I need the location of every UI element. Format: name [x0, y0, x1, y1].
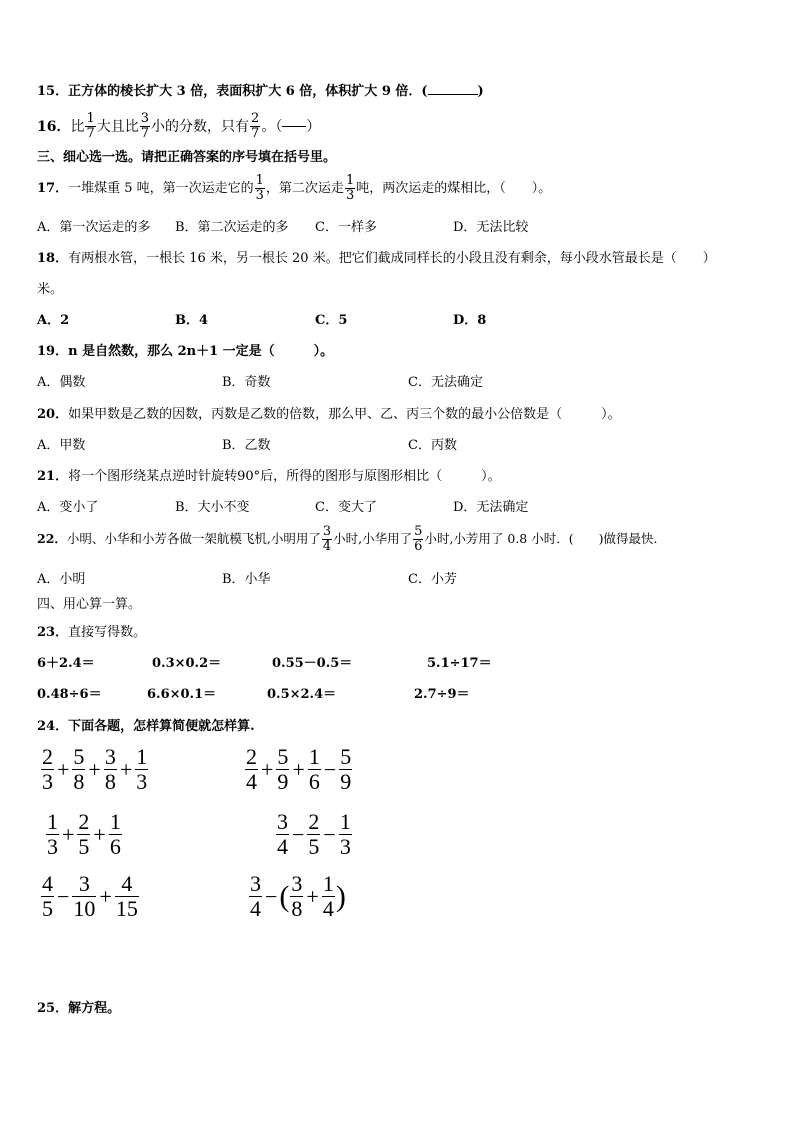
question-23: 23．直接写得数。	[37, 625, 147, 640]
calc-item: 0.3×0.2＝	[152, 656, 222, 671]
question-17: 17． 一堆煤重 5 吨，第一次运走它的 $\frac{1}{3}$ ，第二次运走 $\frac{1}{3}$ 吨，两次运走的煤相比，（ ）。	[37, 173, 552, 203]
question-19: 19．n 是自然数，那么 2n＋1 一定是（ ）。	[37, 344, 334, 359]
section-3-heading: 三、细心选一选。请把正确答案的序号填在括号里。	[37, 150, 337, 165]
fraction: $\frac{3}{4}$	[277, 809, 288, 859]
parenthesis: (	[279, 879, 290, 913]
expression-6	[248, 872, 346, 921]
q17-option-c[interactable]: C．一样多	[315, 220, 377, 235]
operator: +	[119, 756, 133, 782]
fraction: $\frac{1}{3}$	[136, 744, 148, 794]
fraction: $\frac{5}{9}$	[277, 744, 289, 794]
q18-option-a[interactable]: A．2	[37, 313, 70, 328]
fraction: $\frac{1}{4}$	[322, 871, 334, 921]
calc-item: 6＋2.4＝	[37, 656, 95, 671]
operator: −	[57, 883, 70, 909]
fraction: $\frac{1}{6}$	[109, 809, 121, 859]
fraction: $\frac{2}{3}$	[42, 744, 53, 794]
fraction: $\frac{1}{3}$	[339, 809, 351, 859]
question-22: 22． 小明、小华和小芳各做一架航模飞机,小明用了 $\frac{3}{4}$ 小时,小华用了 $\frac{5}{6}$ 小时,小芳用了 0.8 小时．( )做得最快.	[37, 524, 658, 554]
q17-option-b[interactable]: B．第二次运走的多	[175, 220, 289, 235]
q20-option-a[interactable]: A．甲数	[37, 438, 86, 453]
answer-blank[interactable]	[282, 126, 306, 127]
parenthesis: )	[335, 879, 346, 913]
expression-1	[40, 745, 149, 794]
operator: +	[88, 756, 101, 782]
q21-option-c[interactable]: C．变大了	[315, 500, 377, 515]
q17-option-d[interactable]: D．无法比较	[453, 220, 529, 235]
fraction: $\frac{2}{5}$	[308, 809, 320, 859]
q21-option-b[interactable]: B．大小不变	[175, 500, 250, 515]
calc-item: 2.7÷9＝	[414, 687, 470, 702]
fraction: $\frac{1}{6}$	[308, 744, 320, 794]
fraction: $\frac{3}{10}$	[73, 871, 96, 921]
question-16: 16． 比 $\frac{1}{7}$ 大且比 $\frac{3}{7}$ 小的分数，只有 $\frac{2}{7}$ 。（ ）	[37, 111, 321, 141]
fraction: $\frac{5}{9}$	[340, 744, 352, 794]
operator: +	[261, 756, 274, 782]
fraction: $\frac{5}{8}$	[73, 744, 85, 794]
fraction: $\frac{3}{8}$	[291, 871, 303, 921]
fraction: $\frac{3}{4}$	[250, 871, 261, 921]
section-4-heading: 四、用心算一算。	[37, 597, 142, 612]
q18-option-c[interactable]: C．5	[315, 313, 348, 328]
q22-option-c[interactable]: C．小芳	[408, 572, 457, 587]
fraction: $\frac{4}{15}$	[115, 871, 138, 921]
answer-blank[interactable]	[428, 94, 478, 95]
fraction: $\frac{2}{7}$	[251, 111, 260, 141]
expression-3	[45, 810, 123, 859]
operator: −	[265, 883, 278, 909]
operator: +	[306, 883, 319, 909]
fraction: $\frac{2}{5}$	[78, 809, 90, 859]
fraction: $\frac{1}{3}$	[255, 173, 264, 203]
question-24: 24．下面各题，怎样算简便就怎样算.	[37, 719, 255, 734]
fraction: $\frac{5}{6}$	[414, 524, 423, 554]
calc-item: 0.55－0.5＝	[272, 656, 353, 671]
q22-option-b[interactable]: B．小华	[222, 572, 271, 587]
operator: −	[292, 821, 305, 847]
fraction: $\frac{3}{8}$	[104, 744, 116, 794]
q19-option-c[interactable]: C．无法确定	[408, 375, 483, 390]
fraction: $\frac{1}{3}$	[47, 809, 58, 859]
expression-4	[275, 810, 353, 859]
question-21: 21．将一个图形绕某点逆时针旋转90°后，所得的图形与原图形相比（ ）。	[37, 469, 501, 484]
q19-option-b[interactable]: B．奇数	[222, 375, 271, 390]
fraction: $\frac{3}{4}$	[322, 524, 332, 554]
q19-option-a[interactable]: A．偶数	[37, 375, 86, 390]
q21-option-d[interactable]: D．无法确定	[453, 500, 529, 515]
operator: +	[292, 756, 305, 782]
calc-item: 0.5×2.4＝	[267, 687, 337, 702]
q17-option-a[interactable]: A．第一次运走的多	[37, 220, 151, 235]
operator: +	[62, 821, 75, 847]
q18-option-d[interactable]: D．8	[453, 313, 487, 328]
question-18: 18．有两根水管，一根长 16 米，另一根长 20 米。把它们截成同样长的小段且没有剩余，每小段水管最长是（ ）	[37, 251, 716, 266]
q22-option-a[interactable]: A．小明	[37, 572, 86, 587]
fraction: $\frac{4}{5}$	[42, 871, 53, 921]
operator: +	[93, 821, 106, 847]
q18-option-b[interactable]: B．4	[175, 313, 209, 328]
fraction: $\frac{1}{3}$	[345, 173, 355, 203]
calc-item: 6.6×0.1＝	[147, 687, 217, 702]
operator: −	[323, 821, 336, 847]
question-15: 15．正方体的棱长扩大 3 倍，表面积扩大 6 倍，体积扩大 9 倍．( )	[37, 84, 484, 99]
fraction: $\frac{1}{7}$	[86, 111, 95, 141]
q21-option-a[interactable]: A．变小了	[37, 500, 99, 515]
q20-option-b[interactable]: B．乙数	[222, 438, 271, 453]
operator: +	[57, 756, 70, 782]
expression-5	[40, 872, 140, 921]
question-18-cont: 米。	[37, 282, 64, 297]
question-25: 25．解方程。	[37, 1001, 121, 1016]
calc-item: 0.48÷6＝	[37, 687, 102, 702]
calc-item: 5.1÷17＝	[427, 656, 492, 671]
expression-2	[244, 745, 353, 794]
operator: −	[323, 756, 337, 782]
question-20: 20．如果甲数是乙数的因数，丙数是乙数的倍数，那么甲、乙、丙三个数的最小公倍数是（ ）。	[37, 407, 621, 422]
fraction: $\frac{2}{4}$	[246, 744, 257, 794]
operator: +	[99, 883, 112, 909]
fraction: $\frac{3}{7}$	[140, 111, 150, 141]
q20-option-c[interactable]: C．丙数	[408, 438, 457, 453]
